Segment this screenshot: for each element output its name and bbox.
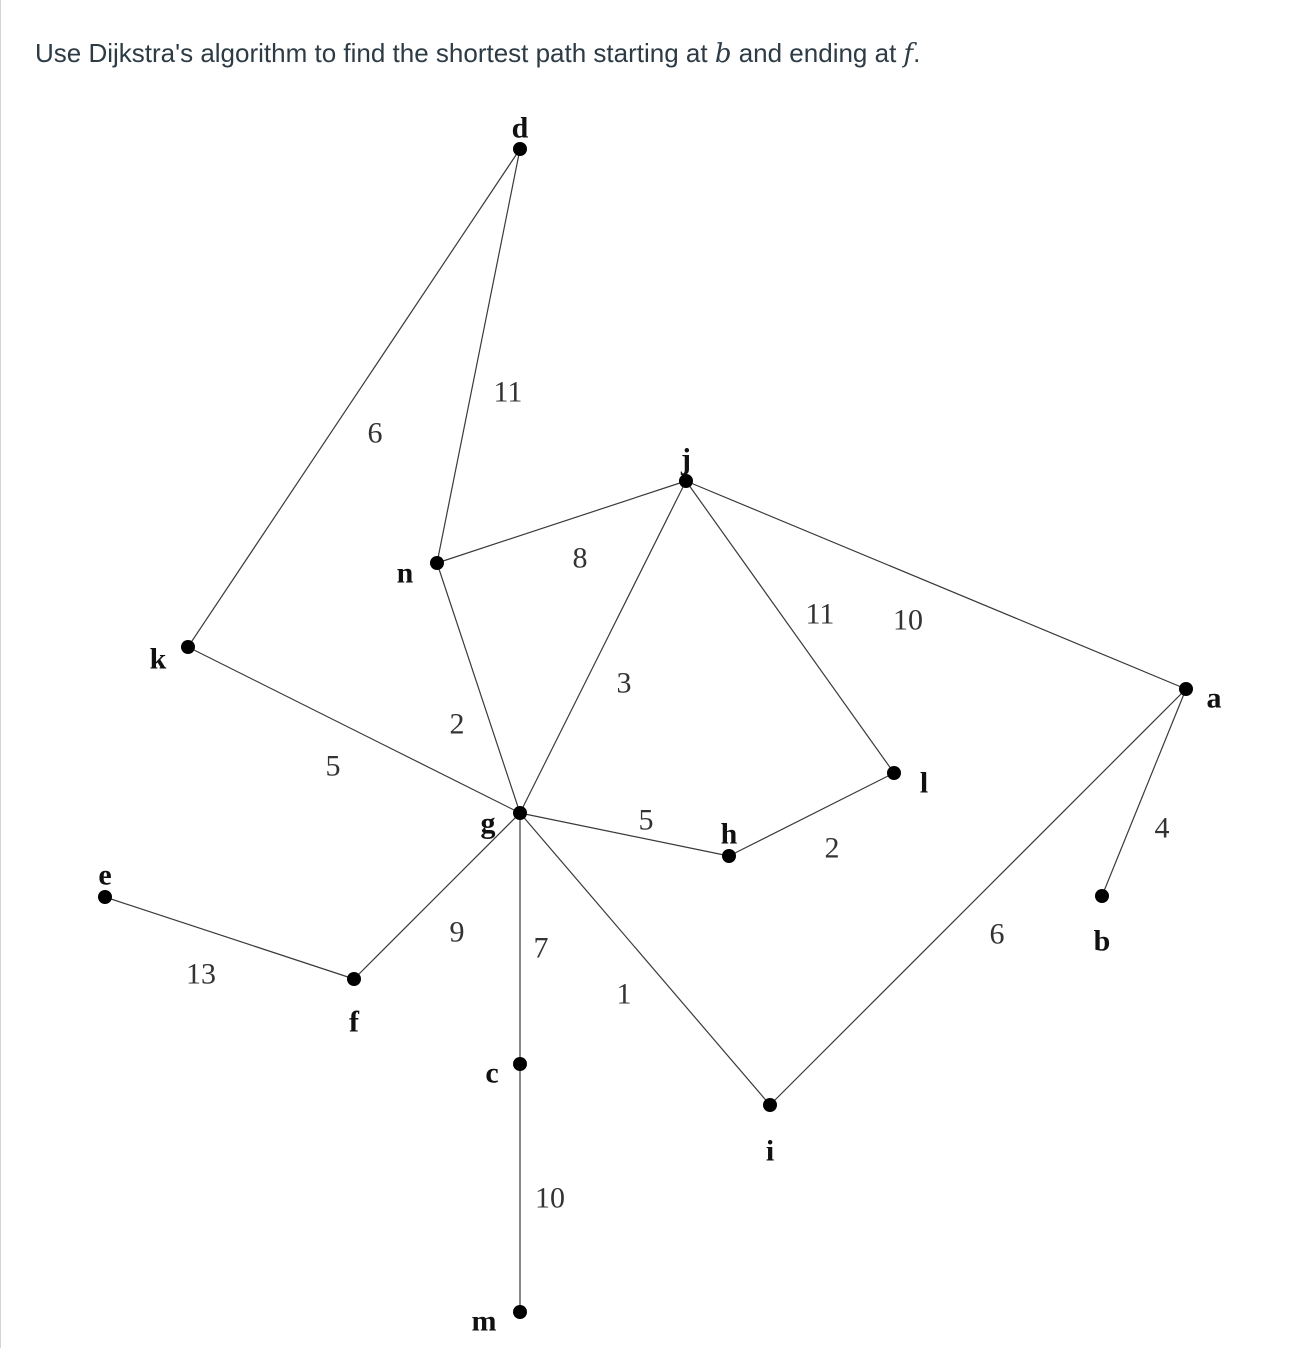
edge-j-g	[520, 481, 686, 813]
vertex-c	[513, 1057, 527, 1071]
vertex-label-h: h	[720, 817, 738, 851]
edge-weight-g-c: 7	[533, 931, 549, 965]
edges	[105, 149, 1186, 1312]
edge-weight-g-i: 1	[616, 977, 632, 1011]
vertex-labels	[98, 112, 1221, 1338]
vertex-j	[679, 474, 693, 488]
vertices	[98, 142, 1193, 1319]
vertex-n	[430, 556, 444, 570]
vertex-l	[887, 766, 901, 780]
edge-weight-g-h: 5	[638, 803, 654, 837]
edge-k-g	[188, 647, 520, 813]
edge-j-a	[686, 481, 1186, 689]
edge-weight-j-a: 10	[893, 603, 923, 637]
start-vertex: b	[714, 39, 732, 69]
vertex-h	[722, 849, 736, 863]
edge-h-l	[729, 773, 894, 856]
vertex-e	[98, 890, 112, 904]
vertex-label-f: f	[349, 1005, 359, 1039]
vertex-label-k: k	[149, 642, 167, 676]
edge-n-j	[437, 481, 686, 563]
vertex-label-b: b	[1093, 924, 1111, 958]
vertex-label-n: n	[396, 556, 414, 590]
edge-weight-g-f: 9	[449, 915, 465, 949]
edge-weight-n-j: 8	[572, 541, 588, 575]
edge-weight-c-m: 10	[535, 1181, 565, 1215]
question-suffix: .	[913, 38, 921, 68]
edge-e-f	[105, 897, 354, 979]
edge-weight-d-n: 11	[493, 375, 523, 409]
vertex-b	[1095, 889, 1109, 903]
edge-weight-a-b: 4	[1154, 811, 1170, 845]
vertex-label-g: g	[480, 806, 496, 840]
vertex-label-m: m	[471, 1304, 497, 1338]
edge-weight-a-i: 6	[989, 917, 1005, 951]
vertex-a	[1179, 682, 1193, 696]
vertex-label-l: l	[919, 766, 929, 800]
vertex-m	[513, 1305, 527, 1319]
edge-n-g	[437, 563, 520, 813]
edge-weight-j-g: 3	[616, 666, 632, 700]
question-prefix: Use Dijkstra's algorithm to find the shortest path starting at	[35, 38, 715, 68]
vertex-label-d: d	[511, 111, 529, 145]
question-middle: and ending at	[731, 38, 904, 68]
edge-weight-k-g: 5	[325, 749, 341, 783]
vertex-label-a: a	[1206, 681, 1222, 715]
vertex-k	[181, 640, 195, 654]
vertex-g	[513, 806, 527, 820]
edge-weights	[186, 376, 1170, 1215]
edge-a-i	[770, 689, 1186, 1105]
vertex-label-i: i	[765, 1134, 775, 1168]
edge-weight-e-f: 13	[186, 957, 216, 991]
edge-weight-j-l: 11	[805, 597, 835, 631]
edge-a-b	[1102, 689, 1186, 896]
vertex-i	[763, 1098, 777, 1112]
edge-weight-n-g: 2	[449, 707, 465, 741]
vertex-label-j: j	[681, 442, 691, 476]
vertex-label-e: e	[98, 858, 112, 892]
edge-weight-d-k: 6	[367, 416, 383, 450]
vertex-f	[347, 972, 361, 986]
vertex-label-c: c	[485, 1056, 499, 1090]
end-vertex: f	[903, 39, 914, 69]
edge-weight-h-l: 2	[824, 831, 840, 865]
